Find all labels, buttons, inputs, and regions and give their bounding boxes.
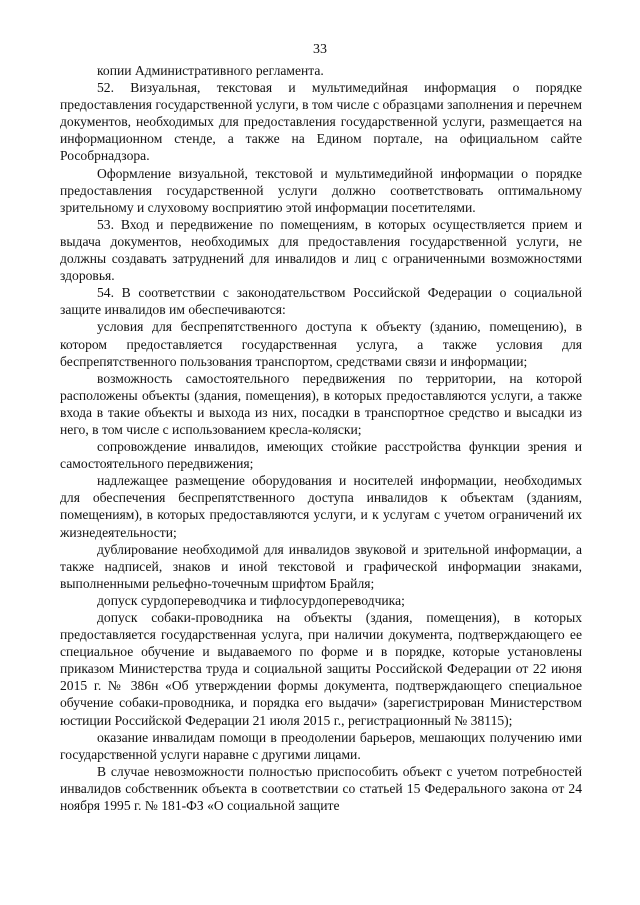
paragraph-53-premises-access: 53. Вход и передвижение по помещениям, в которых осуществляется прием и выдача документов, необходимых для предоставления государственной услуги, не должны создавать затруднений для инвалидов и лиц с ограниченными возможностями здоровья.	[60, 216, 582, 284]
document-body	[60, 62, 582, 814]
paragraph-54-disability-protection: 54. В соответствии с законодательством Российской Федерации о социальной защите инвалидов им обеспечиваются:	[60, 285, 582, 318]
page-number: 33	[313, 42, 327, 57]
paragraph-visual-information-design: Оформление визуальной, текстовой и мультимедийной информации о порядке предоставления государственной услуги должно соответствовать оптимальному зрительному и слуховому восприятию этой информации посетителями.	[60, 165, 582, 215]
paragraph-adaptation-impossible: В случае невозможности полностью приспособить объект с учетом потребностей инвалидов собственник объекта в соответствии со статьей 15 Федерального закона от 24 ноября 1995 г. № 181-ФЗ «О социальной защите	[60, 763, 582, 814]
list-item-braille-duplication: дублирование необходимой для инвалидов звуковой и зрительной информации, а также надписей, знаков и иной текстовой и графической информации знаками, выполненными рельефно-точечным шрифтом Брайля;	[60, 541, 582, 591]
list-item-barrier-assistance: оказание инвалидам помощи в преодолении барьеров, мешающих получению ими государственной услуги наравне с другими лицами.	[60, 729, 582, 762]
paragraph-52-visual-information: 52. Визуальная, текстовая и мультимедийная информация о порядке предоставления государственной услуги, в том числе с образцами заполнения и перечнем документов, необходимых для предоставления государственной услуги, размещается на информационном стенде, а также на Едином портале, на официальном сайте Рособрнадзора.	[60, 80, 582, 164]
list-item-equipment-placement: надлежащее размещение оборудования и носителей информации, необходимых для обеспечения беспрепятственного доступа инвалидов к объектам (зданиям, помещениям), в которых предоставляются услуги, и к услугам с учетом ограничений их жизнедеятельности;	[60, 473, 582, 540]
list-item-barrier-free-access: условия для беспрепятственного доступа к объекту (зданию, помещению), в котором предоставляется государственная услуга, а также условия для беспрепятственного пользования транспортом, средствами связи и информации;	[60, 319, 582, 369]
paragraph-document-copies: копии Административного регламента.	[97, 63, 324, 78]
list-item-guide-dog: допуск собаки-проводника на объекты (здания, помещения), в которых предоставляется государственная услуга, при наличии документа, подтверждающего ее специальное обучение и выдаваемого по форме и в порядке, которые установлены приказом Министерства труда и социальной защиты Российской Федерации от 22 июня 2015 г. № 386н «Об утверждении формы документа, подтверждающего специальное обучение собаки-проводника, и порядка его выдачи» (зарегистрирован Министерством юстиции Российской Федерации 21 июля 2015 г., регистрационный № 38115);	[60, 610, 582, 728]
list-item-independent-movement: возможность самостоятельного передвижения по территории, на которой расположены объекты (здания, помещения), в которых предоставляются услуги, а также входа в такие объекты и выхода из них, посадки в транспортное средство и высадки из него, в том числе с использованием кресла-коляски;	[60, 370, 582, 437]
list-item-escort: сопровождение инвалидов, имеющих стойкие расстройства функции зрения и самостоятельного передвижения;	[60, 439, 582, 472]
list-item-sign-interpreter: допуск сурдопереводчика и тифлосурдопереводчика;	[97, 592, 405, 608]
